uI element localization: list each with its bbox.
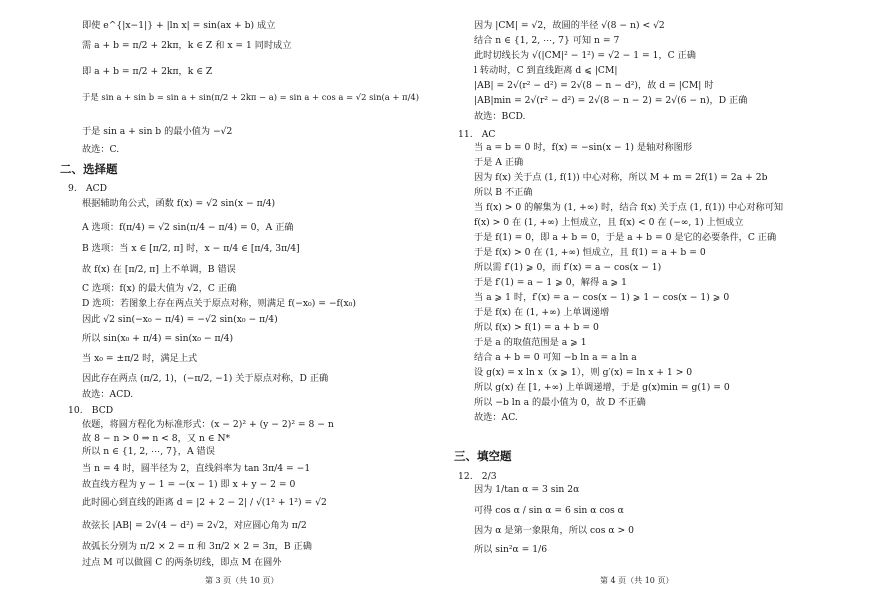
left-solution-line: 依题，将圆方程化为标准形式：(x − 2)² + (y − 2)² = 8 − n [82,419,334,430]
right-solution-line: 因为 1/tan α = 3 sin 2α [474,484,580,495]
right-solution-line: 因为 f(x) 关于点 (1, f(1)) 中心对称，所以 M + m = 2f(1) = 2a + 2b [474,172,768,183]
right-solution-line: 于是 a 的取值范围是 a ⩾ 1 [474,337,587,348]
left-solution-line: 当 x₀ = ±π/2 时，满足上式 [82,353,198,364]
right-solution-line: 所以 f(x) > f(1) = a + b = 0 [474,322,599,333]
left-solution-line: 即使 e^{|x−1|} + |ln x| = sin(ax + b) 成立 [82,20,276,31]
right-solution-line: 所以 sin²α = 1/6 [474,544,548,555]
left-solution-line: 故选：ACD. [82,389,134,400]
right-solution-line: 于是 f(x) > 0 在 (1, +∞) 恒成立，且 f(1) = a + b = 0 [474,247,706,258]
left-solution-line: 故选：C. [82,144,120,155]
question-12-answer: 12. 2/3 [458,471,497,482]
right-solution-line: 当 f(x) > 0 的解集为 (1, +∞) 时，结合 f(x) 关于点 (1, f(1)) 中心对称可知 [474,202,784,213]
left-solution-line: B 选项：当 x ∈ [π/2, π] 时，x − π/4 ∈ [π/4, 3π/4] [82,243,300,254]
right-solution-line: 此时切线长为 √(|CM|² − 1²) = √2 − 1 = 1，C 正确 [474,50,696,61]
right-solution-line: 可得 cos α / sin α = 6 sin α cos α [474,505,624,516]
right-solution-line: l 转动时，C 到直线距离 d ⩽ |CM| [474,65,618,76]
right-solution-line: 于是 f(1) = 0，即 a + b = 0，于是 a + b = 0 是它的必要条件，C 正确 [474,232,777,243]
right-solution-line: |AB| = 2√(r² − d²) = 2√(8 − n − d²)，故 d = |CM| 时 [474,80,714,91]
right-solution-line: 故选：AC. [474,412,518,423]
left-solution-line: 故 8 − n > 0 ⇒ n < 8，又 n ∈ N* [82,433,231,444]
right-solution-line: 所以 B 不正确 [474,187,533,198]
right-solution-line: 设 g(x) = x ln x（x ⩾ 1），则 g′(x) = ln x + 1 > 0 [474,367,693,378]
left-solution-line: 故 f(x) 在 [π/2, π] 上不单调，B 错误 [82,264,236,275]
left-solution-line: 故弧长分别为 π/2 × 2 = π 和 3π/2 × 2 = 3π，B 正确 [82,541,312,552]
left-solution-line: 过点 M 可以做圆 C 的两条切线，即点 M 在圆外 [82,557,282,568]
right-page-footer: 第 4 页（共 10 页） [600,576,674,585]
right-solution-line: 因为 |CM| = √2，故圆的半径 √(8 − n) < √2 [474,20,665,31]
right-solution-line: 于是 A 正确 [474,157,524,168]
question-11-answer: 11. AC [458,129,496,140]
left-solution-line: D 选项：若图象上存在两点关于原点对称，则满足 f(−x₀) = −f(x₀) [82,298,356,309]
left-solution-line: 于是 sin a + sin b = sin a + sin(π/2 + 2kπ − a) = sin a + cos a = √2 sin(a + π/4) [82,92,419,102]
question-9-answer: 9. ACD [68,183,107,194]
left-solution-line: 根据辅助角公式，函数 f(x) = √2 sin(x − π/4) [82,198,276,209]
right-solution-line: 于是 f(x) 在 (1, +∞) 上单调递增 [474,307,610,318]
left-solution-line: 需 a + b = π/2 + 2kπ，k ∈ Z 和 x = 1 同时成立 [82,40,292,51]
right-solution-line: |AB|min = 2√(r² − d²) = 2√(8 − n − 2) = 2√(6 − n)，D 正确 [474,95,748,106]
section-heading-fill: 三、填空题 [454,449,512,463]
left-solution-line: C 选项：f(x) 的最大值为 √2，C 正确 [82,283,237,294]
right-solution-line: f(x) > 0 在 (1, +∞) 上恒成立，且 f(x) < 0 在 (−∞, 1) 上恒成立 [474,217,744,228]
right-solution-line: 当 a ⩾ 1 时，f′(x) = a − cos(x − 1) ⩾ 1 − cos(x − 1) ⩾ 0 [474,292,730,303]
right-solution-line: 因为 α 是第一象限角，所以 cos α > 0 [474,525,634,536]
right-solution-line: 所以 g(x) 在 [1, +∞) 上单调递增，于是 g(x)min = g(1) = 0 [474,382,730,393]
left-solution-line: 即 a + b = π/2 + 2kπ，k ∈ Z [82,66,213,77]
left-solution-line: 故直线方程为 y − 1 = −(x − 1) 即 x + y − 2 = 0 [82,479,296,490]
question-10-answer: 10. BCD [68,405,114,416]
left-solution-line: 当 n = 4 时，圆半径为 2，直线斜率为 tan 3π/4 = −1 [82,463,311,474]
right-solution-line: 故选：BCD. [474,111,526,122]
left-solution-line: 因此存在两点 (π/2, 1)，(−π/2, −1) 关于原点对称，D 正确 [82,373,329,384]
left-solution-line: 于是 sin a + sin b 的最小值为 −√2 [82,126,233,137]
section-heading-choice: 二、选择题 [60,162,118,176]
right-solution-line: 所以需 f′(1) ⩾ 0，而 f′(x) = a − cos(x − 1) [474,262,662,273]
right-solution-line: 结合 a + b = 0 可知 −b ln a = a ln a [474,352,637,363]
right-solution-line: 当 a = b = 0 时，f(x) = −sin(x − 1) 是轴对称图形 [474,142,693,153]
right-solution-line: 所以 −b ln a 的最小值为 0，故 D 不正确 [474,397,646,408]
right-solution-line: 于是 f′(1) = a − 1 ⩾ 0，解得 a ⩾ 1 [474,277,627,288]
left-solution-line: 因此 √2 sin(−x₀ − π/4) = −√2 sin(x₀ − π/4) [82,314,278,325]
left-solution-line: 所以 sin(x₀ + π/4) = sin(x₀ − π/4) [82,333,234,344]
left-solution-line: 此时圆心到直线的距离 d = |2 + 2 − 2| / √(1² + 1²) = √2 [82,497,327,508]
left-solution-line: 所以 n ∈ {1, 2, ⋯, 7}，A 错误 [82,446,215,457]
left-page-footer: 第 3 页（共 10 页） [205,576,279,585]
right-solution-line: 结合 n ∈ {1, 2, ⋯, 7} 可知 n = 7 [474,35,620,46]
left-solution-line: 故弦长 |AB| = 2√(4 − d²) = 2√2，对应圆心角为 π/2 [82,520,307,531]
left-solution-line: A 选项：f(π/4) = √2 sin(π/4 − π/4) = 0，A 正确 [82,222,294,233]
